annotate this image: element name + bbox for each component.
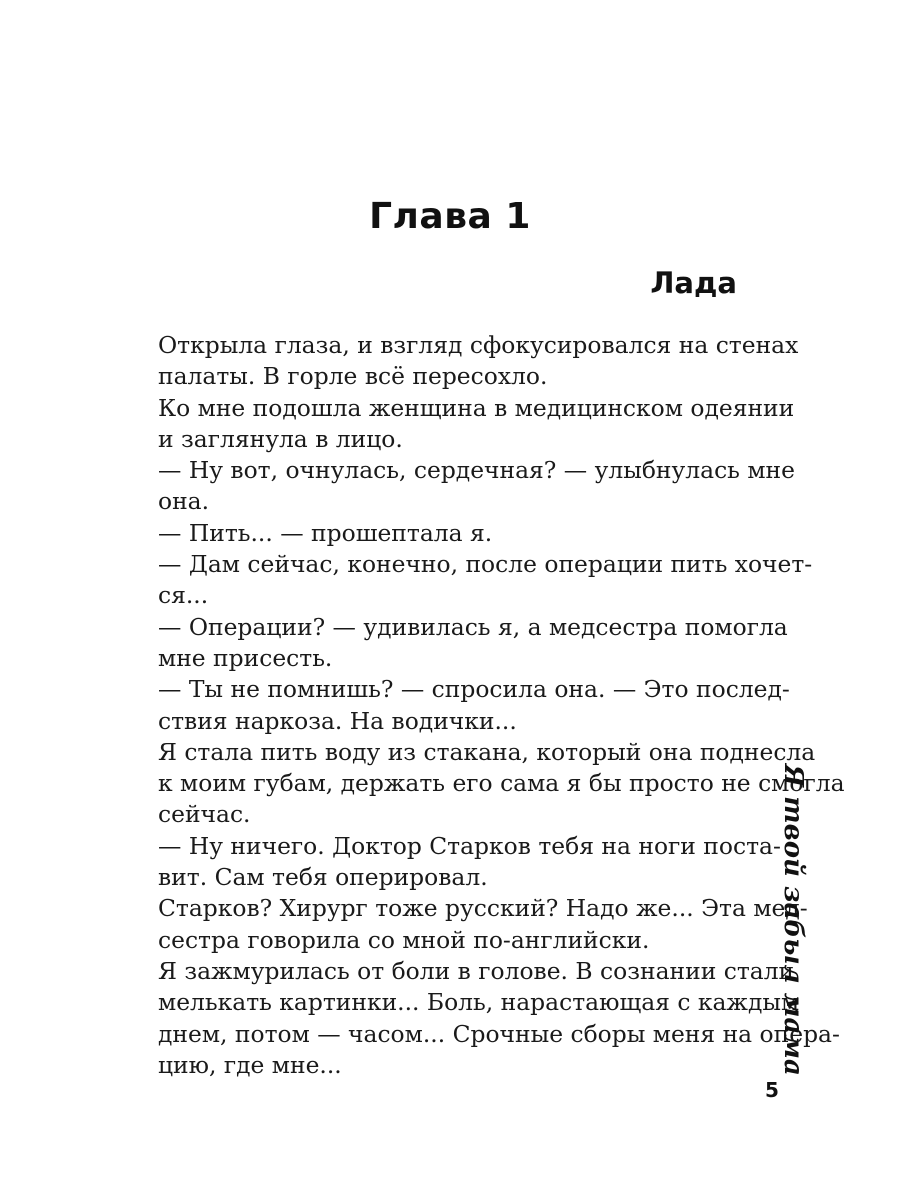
text-line: — Ну ничего. Доктор Старков тебя на ноги поста- <box>158 831 781 860</box>
text-line: палаты. В горле всё пересохло. <box>158 362 548 391</box>
page-number: 5 <box>765 1078 779 1102</box>
text-line: — Ну вот, очнулась, сердечная? — улыбнулась мне <box>158 456 795 485</box>
text-line: днем, потом — часом... Срочные сборы меня на опера- <box>158 1019 840 1048</box>
text-line: и заглянула в лицо. <box>158 424 403 453</box>
text-line: вит. Сам тебя оперировал. <box>158 863 488 892</box>
text-line: — Операции? — удивилась я, а медсестра помогла <box>158 612 788 641</box>
chapter-title: Глава 1 <box>369 196 531 237</box>
text-line: Ко мне подошла женщина в медицинском одеянии <box>158 393 795 422</box>
text-line: сестра говорила со мной по-английски. <box>158 925 650 954</box>
text-line: — Пить... — прошептала я. <box>158 518 493 547</box>
text-line: — Дам сейчас, конечно, после операции пить хочет- <box>158 550 813 579</box>
text-line: Старков? Хирург тоже русский? Надо же... Эта мед- <box>158 894 808 923</box>
text-line: мне присесть. <box>158 643 333 672</box>
running-title-text: Я твой забыл мама <box>778 764 808 1076</box>
text-line: мелькать картинки... Боль, нарастающая с каждым <box>158 988 800 1017</box>
text-line: к моим губам, держать его сама я бы просто не смогла <box>158 769 845 798</box>
text-line: Я зажмурилась от боли в голове. В сознании стали <box>158 956 795 985</box>
running-title-vertical <box>776 764 810 1076</box>
text-line: ся... <box>158 581 209 610</box>
text-line: — Ты не помнишь? — спросила она. — Это послед- <box>158 675 790 704</box>
text-line: Открыла глаза, и взгляд сфокусировался на стенах <box>158 331 799 359</box>
character-name-heading: Лада <box>650 266 737 300</box>
text-line: цию, где мне... <box>158 1050 342 1079</box>
text-line: ствия наркоза. На водички... <box>158 706 517 735</box>
text-line: она. <box>158 487 210 516</box>
text-line: сейчас. <box>158 800 251 829</box>
text-line: Я стала пить воду из стакана, который она поднесла <box>158 737 816 766</box>
